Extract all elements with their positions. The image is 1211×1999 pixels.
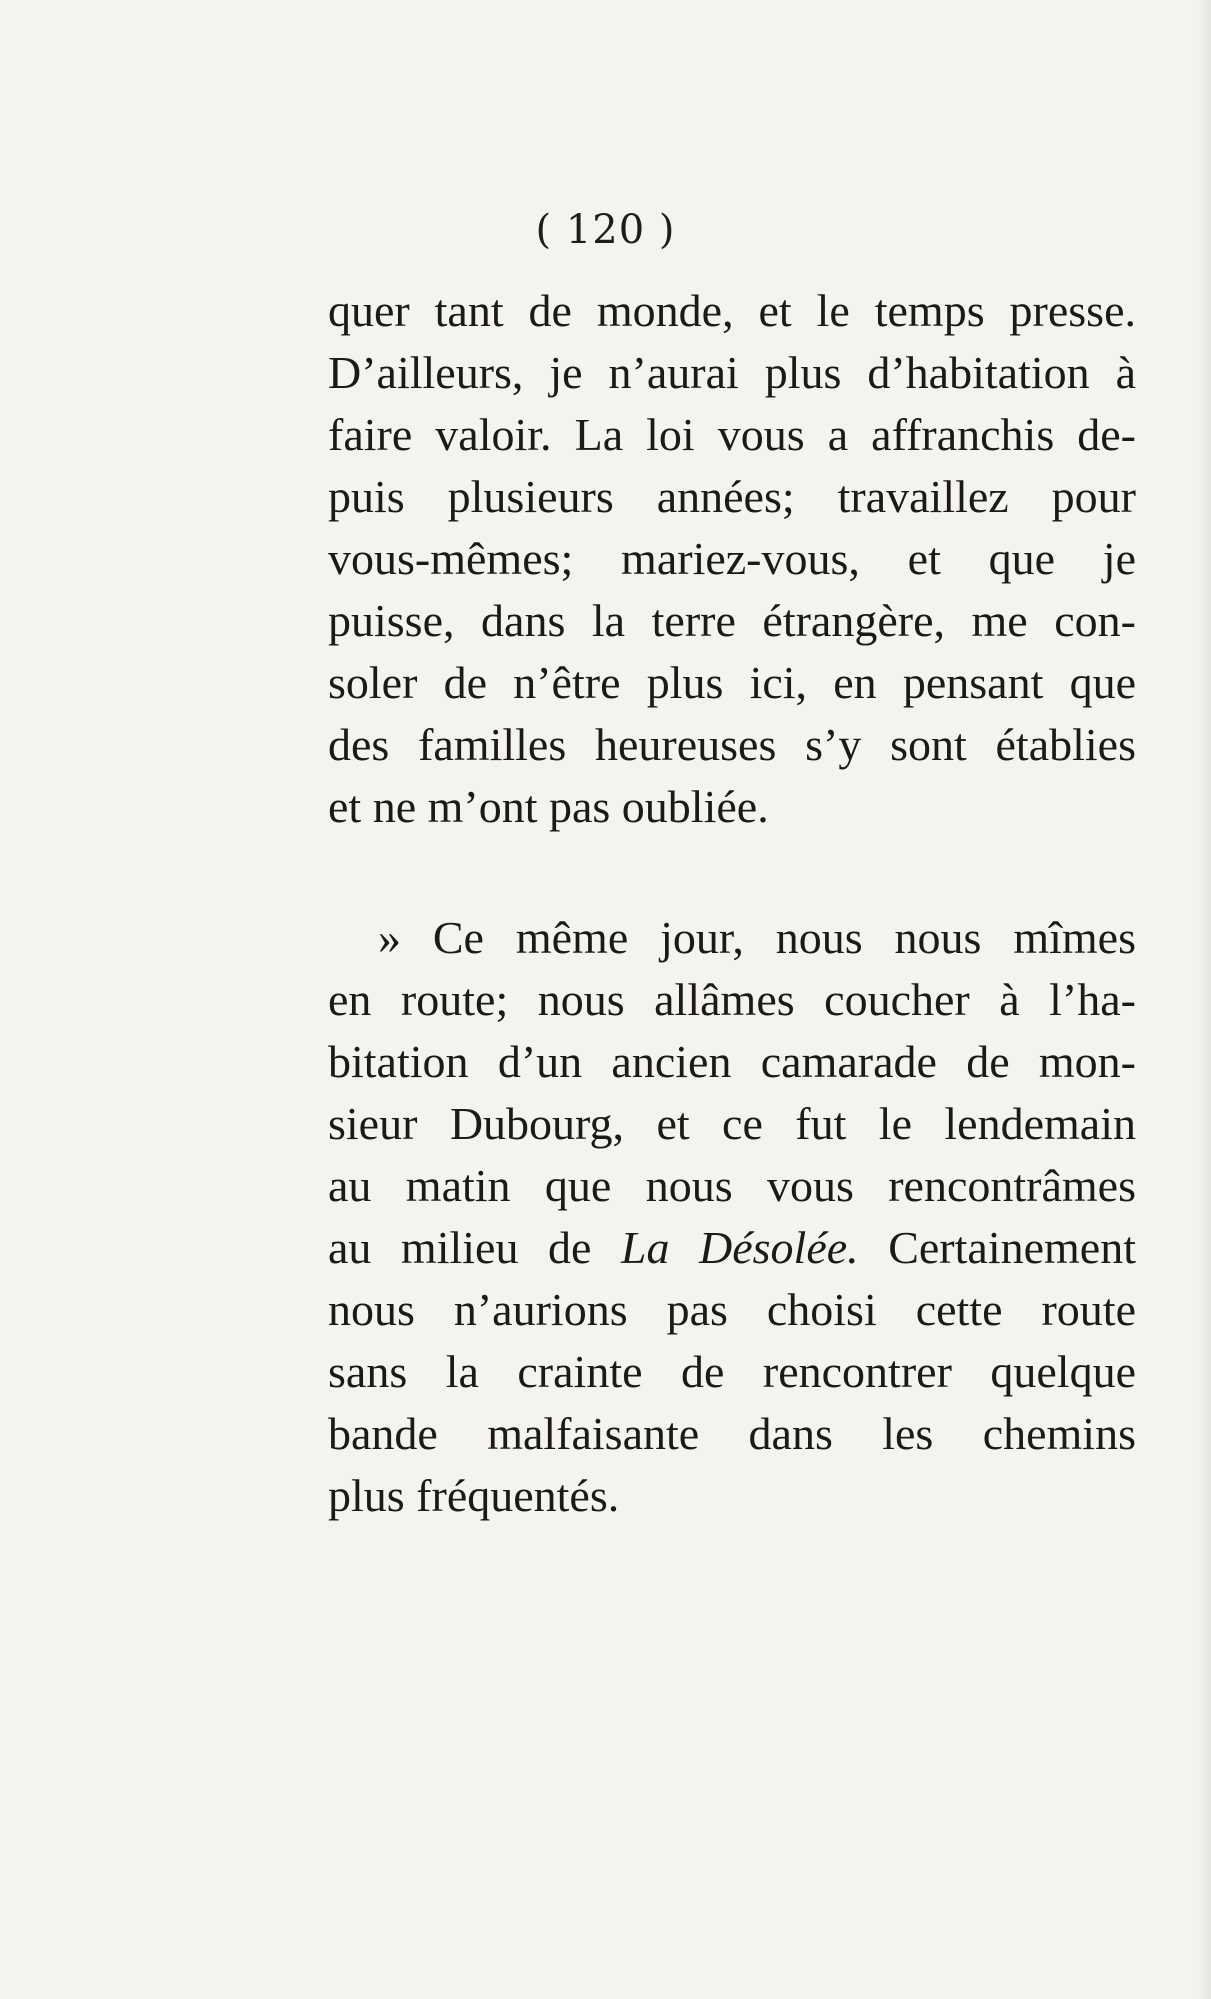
body-text <box>328 280 1136 1527</box>
text-line: en route; nous allâmes coucher à l’ha- <box>328 974 1136 1025</box>
text-line: faire valoir. La loi vous a affranchis de- <box>328 409 1136 460</box>
text-line: des familles heureuses s’y sont établies <box>328 719 1136 770</box>
text-line <box>328 1217 1136 1279</box>
page-edge-shadow <box>1197 0 1211 1999</box>
paragraph-spacer <box>328 838 1136 907</box>
text-run: Certainement <box>858 1222 1136 1273</box>
text-line: et ne m’ont pas oubliée. <box>328 781 769 832</box>
italic-place-name: La Désolée. <box>620 1222 859 1273</box>
text-line: plus fréquentés. <box>328 1470 620 1521</box>
page-number: ( 120 ) <box>535 207 676 253</box>
paragraph <box>328 907 1136 1527</box>
text-line: quer tant de monde, et le temps presse. <box>328 285 1136 336</box>
text-line: sieur Dubourg, et ce fut le lendemain <box>328 1098 1136 1149</box>
text-line: bitation d’un ancien camarade de mon- <box>328 1036 1136 1087</box>
paragraph <box>328 280 1136 838</box>
text-line: soler de n’être plus ici, en pensant que <box>328 657 1136 708</box>
text-line: nous n’aurions pas choisi cette route <box>328 1284 1136 1335</box>
text-line: vous-mêmes; mariez-vous, et que je <box>328 533 1136 584</box>
text-line: au matin que nous vous rencontrâmes <box>328 1160 1136 1211</box>
text-line: sans la crainte de rencontrer quelque <box>328 1346 1136 1397</box>
text-line: bande malfaisante dans les chemins <box>328 1408 1136 1459</box>
text-run: au milieu de <box>328 1222 621 1273</box>
text-line: D’ailleurs, je n’aurai plus d’habitation à <box>328 347 1136 398</box>
text-line: puis plusieurs années; travaillez pour <box>328 471 1136 522</box>
text-line: puisse, dans la terre étrangère, me con- <box>328 595 1136 646</box>
text-line: » Ce même jour, nous nous mîmes <box>378 912 1136 963</box>
